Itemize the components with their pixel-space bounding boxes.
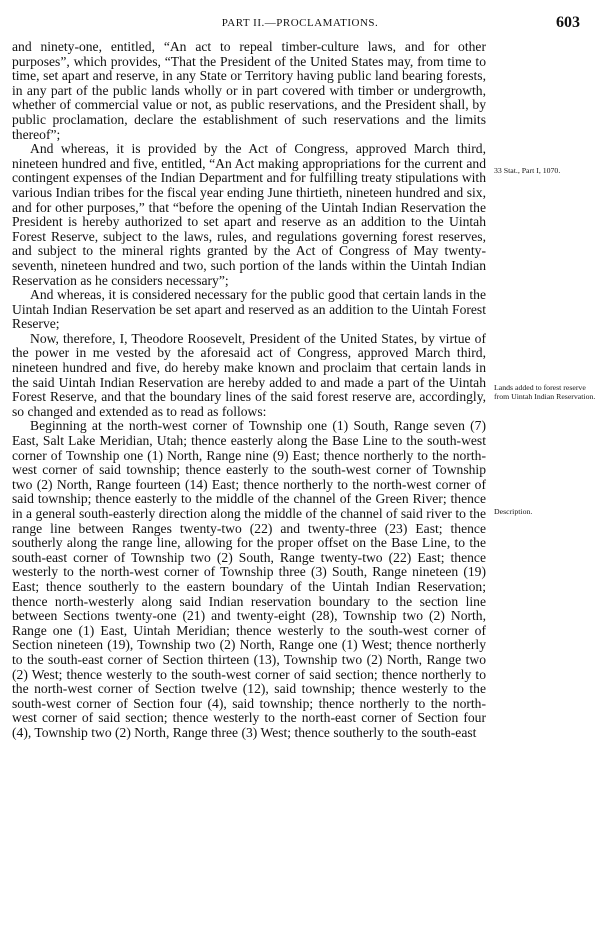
paragraph-whereas-act: And whereas, it is provided by the Act of Congress, approved March third, nineteen hundred and five, entitled, “An Act making appropriations for the current and contingent expenses of the Indian Department and for fulfilling treaty stipulations with various Indian tribes for the fiscal year ending June thirtieth, nineteen hundred and six, and for other purposes,” that “before the opening of the Uintah Indian Reservation the President is hereby authorized to set apart and reserve as an addition to the Uintah Forest Reserve, subject to the laws, rules, and regulations governing forest reserves, and subject to the mineral rights granted by the Act of Congress of May twenty-seventh, nineteen hundred and two, such portion of the lands within the Uintah Indian Reservation as he considers necessary”; — [12, 141, 486, 288]
paragraph-whereas-necessary: And whereas, it is considered necessary for the public good that certain lands in the Uintah Indian Reservation be set apart and reserved as an addition to the Uintah Forest Reserve; — [12, 287, 486, 332]
margin-note-citation: 33 Stat., Part I, 1070. — [494, 166, 561, 175]
body-text — [12, 40, 486, 741]
margin-note-lands-added: Lands added to forest reserve from Uintah Indian Reservation. — [494, 383, 596, 401]
paragraph-continuation: and ninety-one, entitled, “An act to repeal timber-culture laws, and for other purposes”, which provides, “That the President of the United States may, from time to time, set apart and reserve, in any State or Territory having public land bearing forests, in any part of the public lands wholly or in part covered with timber or undergrowth, whether of commercial value or not, as public reservations, and the President shall, by public proclamation, declare the establishment of such reservations and the limits thereof”; — [12, 39, 486, 142]
page-number: 603 — [556, 14, 580, 31]
margin-note-description: Description. — [494, 507, 533, 516]
paragraph-proclamation: Now, therefore, I, Theodore Roosevelt, President of the United States, by virtue of the power in me vested by the aforesaid act of Congress, approved March third, nineteen hundred and five, do hereby make known and proclaim that certain lands in the said Uintah Indian Reservation are hereby added to and made a part of the Uintah Forest Reserve, and that the boundary lines of the said forest reserve are, accordingly, so changed and extended as to read as follows: — [12, 330, 486, 419]
running-head: PART II.—PROCLAMATIONS. — [221, 17, 379, 29]
paragraph-boundary-description: Beginning at the north-west corner of Township one (1) South, Range seven (7) East, Salt Lake Meridian, Utah; thence easterly along the Base Line to the south-west corner of Township one (1) North, Range nine (9) East; thence northerly to the north-west corner of said township; thence easterly to the south-west corner of Township two (2) North, Range fourteen (14) East; thence northerly to the north-west corner of said township; thence easterly to the middle of the channel of the Green River; thence in a general south-easterly direction along the middle of the channel of said river to the range line between Ranges twenty-two (22) and twenty-three (23) East; thence southerly along the range line, allowing for the proper offset on the Base Line, to the south-east corner of Township two (2) South, Range twenty-two (22) East; thence westerly to the north-west corner of Township three (3) South, Range nineteen (19) East; thence southerly to the eastern boundary of the Uintah Indian Reservation; thence north-westerly along said Indian reservation boundary to the section line between Sections twenty-one (21) and twenty-eight (28), Township two (2) North, Range one (1) East, Uintah Meridian; thence westerly to the south-west corner of Section nineteen (19), Township two (2) North, Range one (1) West; thence northerly to the south-east corner of Section thirteen (13), Township two (2) North, Range two (2) West; thence westerly to the south-west corner of said section; thence northerly to the north-west corner of Section twelve (12), said township; thence westerly to the south-west corner of Section four (4), said township; thence northerly to the north-west corner of said section; thence westerly to the north-east corner of Section four (4), Township two (2) North, Range three (3) West; thence southerly to the south-east — [12, 418, 486, 740]
page-header — [0, 14, 600, 34]
